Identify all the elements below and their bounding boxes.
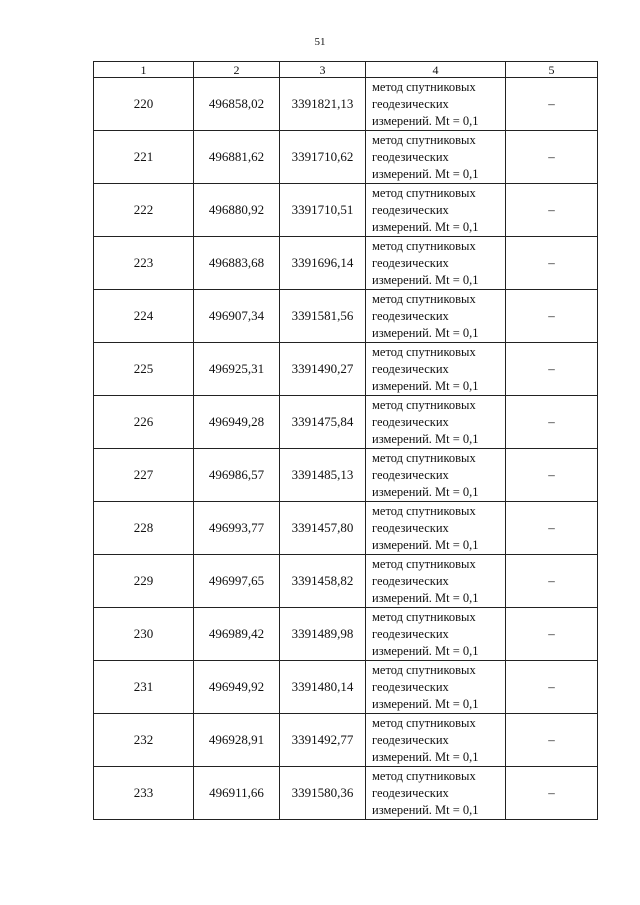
column-5-cell: – [506, 555, 598, 608]
y-coordinate-cell: 3391581,56 [280, 290, 366, 343]
method-text-line: метод спутниковых [372, 238, 476, 253]
x-coordinate-cell: 496883,68 [194, 237, 280, 290]
method-text-line: метод спутниковых [372, 132, 476, 147]
x-coordinate-cell: 496949,92 [194, 661, 280, 714]
y-coordinate-cell: 3391492,77 [280, 714, 366, 767]
x-coordinate-cell: 496989,42 [194, 608, 280, 661]
x-coordinate-cell: 496925,31 [194, 343, 280, 396]
method-text-line: геодезических [372, 785, 449, 800]
method-text-line: геодезических [372, 520, 449, 535]
column-5-cell: – [506, 237, 598, 290]
point-number-cell: 228 [94, 502, 194, 555]
table-row [94, 555, 598, 608]
table-row [94, 714, 598, 767]
point-number-cell: 221 [94, 131, 194, 184]
method-text-line: метод спутниковых [372, 79, 476, 94]
x-coordinate-cell: 496949,28 [194, 396, 280, 449]
method-cell [366, 184, 506, 237]
method-text-line: геодезических [372, 96, 449, 111]
x-coordinate-cell: 496986,57 [194, 449, 280, 502]
column-header-4: 4 [366, 62, 506, 78]
point-number-cell: 230 [94, 608, 194, 661]
method-text-line: геодезических [372, 361, 449, 376]
y-coordinate-cell: 3391458,82 [280, 555, 366, 608]
method-text-line: метод спутниковых [372, 609, 476, 624]
y-coordinate-cell: 3391475,84 [280, 396, 366, 449]
point-number-cell: 232 [94, 714, 194, 767]
method-text-line: метод спутниковых [372, 715, 476, 730]
point-number-cell: 233 [94, 767, 194, 820]
column-5-cell: – [506, 449, 598, 502]
column-5-cell: – [506, 184, 598, 237]
method-text-line: измерений. Mt = 0,1 [372, 802, 479, 817]
point-number-cell: 229 [94, 555, 194, 608]
method-text-line: измерений. Mt = 0,1 [372, 378, 479, 393]
method-cell [366, 555, 506, 608]
y-coordinate-cell: 3391580,36 [280, 767, 366, 820]
method-cell [366, 661, 506, 714]
method-text-line: измерений. Mt = 0,1 [372, 643, 479, 658]
method-cell [366, 78, 506, 131]
method-text-line: геодезических [372, 308, 449, 323]
method-text-line: метод спутниковых [372, 344, 476, 359]
table-row [94, 767, 598, 820]
method-text-line: метод спутниковых [372, 503, 476, 518]
y-coordinate-cell: 3391710,51 [280, 184, 366, 237]
method-text-line: геодезических [372, 732, 449, 747]
method-cell [366, 449, 506, 502]
method-text-line: метод спутниковых [372, 291, 476, 306]
coordinates-table [93, 61, 598, 820]
table-row [94, 449, 598, 502]
table-header-row [94, 62, 598, 78]
column-5-cell: – [506, 661, 598, 714]
method-text-line: метод спутниковых [372, 662, 476, 677]
method-text-line: метод спутниковых [372, 768, 476, 783]
method-text-line: метод спутниковых [372, 450, 476, 465]
method-text-line: измерений. Mt = 0,1 [372, 431, 479, 446]
point-number-cell: 224 [94, 290, 194, 343]
column-header-2: 2 [194, 62, 280, 78]
column-header-1: 1 [94, 62, 194, 78]
method-text-line: геодезических [372, 255, 449, 270]
x-coordinate-cell: 496907,34 [194, 290, 280, 343]
method-text-line: измерений. Mt = 0,1 [372, 696, 479, 711]
point-number-cell: 226 [94, 396, 194, 449]
table-row [94, 396, 598, 449]
method-text-line: геодезических [372, 679, 449, 694]
method-cell [366, 396, 506, 449]
x-coordinate-cell: 496881,62 [194, 131, 280, 184]
method-cell [366, 131, 506, 184]
method-cell [366, 290, 506, 343]
y-coordinate-cell: 3391710,62 [280, 131, 366, 184]
method-cell [366, 343, 506, 396]
method-text-line: измерений. Mt = 0,1 [372, 749, 479, 764]
method-text-line: геодезических [372, 626, 449, 641]
method-text-line: метод спутниковых [372, 556, 476, 571]
x-coordinate-cell: 496993,77 [194, 502, 280, 555]
method-cell [366, 237, 506, 290]
table-row [94, 661, 598, 714]
column-5-cell: – [506, 396, 598, 449]
y-coordinate-cell: 3391480,14 [280, 661, 366, 714]
method-cell [366, 608, 506, 661]
method-text-line: измерений. Mt = 0,1 [372, 590, 479, 605]
column-5-cell: – [506, 131, 598, 184]
y-coordinate-cell: 3391457,80 [280, 502, 366, 555]
table-row [94, 343, 598, 396]
method-text-line: метод спутниковых [372, 185, 476, 200]
method-text-line: измерений. Mt = 0,1 [372, 325, 479, 340]
method-text-line: измерений. Mt = 0,1 [372, 219, 479, 234]
y-coordinate-cell: 3391490,27 [280, 343, 366, 396]
method-text-line: геодезических [372, 149, 449, 164]
x-coordinate-cell: 496928,91 [194, 714, 280, 767]
method-cell [366, 714, 506, 767]
method-cell [366, 502, 506, 555]
x-coordinate-cell: 496997,65 [194, 555, 280, 608]
point-number-cell: 220 [94, 78, 194, 131]
column-5-cell: – [506, 767, 598, 820]
point-number-cell: 231 [94, 661, 194, 714]
point-number-cell: 222 [94, 184, 194, 237]
method-text-line: измерений. Mt = 0,1 [372, 537, 479, 552]
method-cell [366, 767, 506, 820]
table-body [94, 78, 598, 820]
table-row [94, 78, 598, 131]
table-row [94, 290, 598, 343]
y-coordinate-cell: 3391696,14 [280, 237, 366, 290]
column-5-cell: – [506, 78, 598, 131]
x-coordinate-cell: 496911,66 [194, 767, 280, 820]
column-header-5: 5 [506, 62, 598, 78]
method-text-line: геодезических [372, 414, 449, 429]
table-row [94, 237, 598, 290]
method-text-line: измерений. Mt = 0,1 [372, 166, 479, 181]
point-number-cell: 225 [94, 343, 194, 396]
table-row [94, 184, 598, 237]
page-number: 51 [314, 36, 326, 48]
point-number-cell: 227 [94, 449, 194, 502]
method-text-line: измерений. Mt = 0,1 [372, 272, 479, 287]
y-coordinate-cell: 3391821,13 [280, 78, 366, 131]
column-5-cell: – [506, 608, 598, 661]
table-row [94, 502, 598, 555]
x-coordinate-cell: 496858,02 [194, 78, 280, 131]
x-coordinate-cell: 496880,92 [194, 184, 280, 237]
column-5-cell: – [506, 290, 598, 343]
column-header-3: 3 [280, 62, 366, 78]
y-coordinate-cell: 3391489,98 [280, 608, 366, 661]
column-5-cell: – [506, 502, 598, 555]
method-text-line: измерений. Mt = 0,1 [372, 113, 479, 128]
point-number-cell: 223 [94, 237, 194, 290]
method-text-line: геодезических [372, 467, 449, 482]
table-row [94, 608, 598, 661]
column-5-cell: – [506, 714, 598, 767]
method-text-line: метод спутниковых [372, 397, 476, 412]
table-row [94, 131, 598, 184]
method-text-line: измерений. Mt = 0,1 [372, 484, 479, 499]
method-text-line: геодезических [372, 202, 449, 217]
y-coordinate-cell: 3391485,13 [280, 449, 366, 502]
column-5-cell: – [506, 343, 598, 396]
method-text-line: геодезических [372, 573, 449, 588]
